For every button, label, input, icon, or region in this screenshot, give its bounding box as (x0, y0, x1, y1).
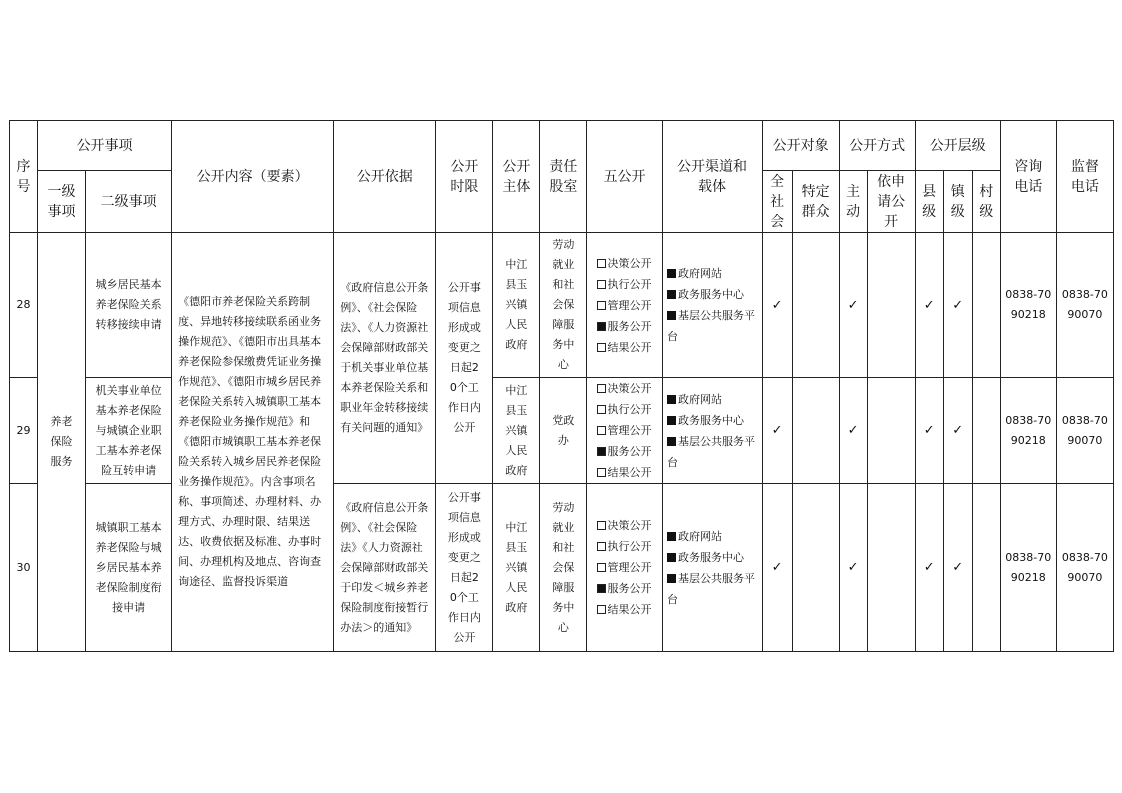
header-item-l1: 一级事项 (38, 171, 86, 233)
header-supervise: 监督电话 (1056, 121, 1113, 233)
mode-active-mark: ✓ (839, 484, 867, 652)
five-item: 服务公开 (597, 316, 651, 337)
checkbox-icon (597, 426, 606, 435)
level-town-mark: ✓ (943, 233, 972, 378)
five-item: 结果公开 (597, 462, 651, 483)
header-consult: 咨询电话 (1000, 121, 1056, 233)
mode-active-mark: ✓ (839, 233, 867, 378)
basis-cell: 《政府信息公开条例》、《社会保险法》《人力资源社会保障部财政部关于印发＜城乡养老保险制度衔接暂行办法＞的通知》 (334, 484, 436, 652)
five-cell (587, 484, 662, 652)
level-town-mark: ✓ (943, 378, 972, 484)
level-county-mark: ✓ (915, 484, 943, 652)
channel-item: 政务服务中心 (667, 410, 757, 431)
header-target-group: 特定群众 (792, 171, 839, 233)
five-item: 结果公开 (597, 337, 651, 358)
supervise-phone: 0838-7090070 (1056, 233, 1113, 378)
five-cell (587, 233, 662, 378)
header-level-town: 镇级 (943, 171, 972, 233)
header-mode-active: 主动 (839, 171, 867, 233)
target-all-mark: ✓ (762, 378, 792, 484)
subject-cell: 中江县玉兴镇人民政府 (493, 378, 540, 484)
checkbox-icon (597, 605, 606, 614)
checkbox-icon (597, 468, 606, 477)
consult-phone: 0838-7090218 (1000, 378, 1056, 484)
header-seq: 序号 (10, 121, 38, 233)
five-item: 管理公开 (597, 557, 651, 578)
row-seq: 30 (10, 484, 38, 652)
checkbox-icon (597, 521, 606, 530)
header-mode: 公开方式 (839, 121, 915, 171)
header-level: 公开层级 (915, 121, 1000, 171)
five-item: 执行公开 (597, 399, 651, 420)
mode-apply-mark (867, 484, 915, 652)
item-l2-cell: 机关事业单位基本养老保险与城镇企业职工基本养老保险互转申请 (86, 378, 172, 484)
checkbox-icon (597, 563, 606, 572)
bullet-square-icon (667, 416, 676, 425)
channel-item: 政府网站 (667, 263, 757, 284)
five-item: 结果公开 (597, 599, 651, 620)
mode-active-mark: ✓ (839, 378, 867, 484)
header-mode-apply: 依申请公开 (867, 171, 915, 233)
channel-item: 政府网站 (667, 526, 757, 547)
header-level-county: 县级 (915, 171, 943, 233)
channel-item: 基层公共服务平台 (667, 571, 756, 606)
item-l2-cell: 城镇职工基本养老保险与城乡居民基本养老保险制度衔接申请 (86, 484, 172, 652)
header-basis: 公开依据 (334, 121, 436, 233)
five-item: 决策公开 (597, 378, 651, 399)
target-group-mark (792, 378, 839, 484)
consult-phone: 0838-7090218 (1000, 484, 1056, 652)
row-seq: 29 (10, 378, 38, 484)
header-subject: 公开主体 (493, 121, 540, 233)
five-item: 决策公开 (597, 253, 651, 274)
office-cell: 党政办 (540, 378, 587, 484)
item-l1-cell: 养老保险服务 (38, 233, 86, 652)
bullet-square-icon (667, 290, 676, 299)
five-item: 决策公开 (597, 515, 651, 536)
channel-item: 政务服务中心 (667, 284, 757, 305)
consult-phone: 0838-7090218 (1000, 233, 1056, 378)
five-item: 管理公开 (597, 295, 651, 316)
time-cell: 公开事项信息形成或变更之日起20个工作日内公开 (436, 233, 493, 484)
bullet-square-icon (667, 574, 676, 583)
five-item: 执行公开 (597, 536, 651, 557)
channel-item: 基层公共服务平台 (667, 434, 756, 469)
five-item: 服务公开 (597, 578, 651, 599)
office-cell: 劳动就业和社会保障服务中心 (540, 233, 587, 378)
header-target-all: 全社会 (762, 171, 792, 233)
disclosure-table (9, 120, 1114, 652)
mode-apply-mark (867, 233, 915, 378)
header-level-village: 村级 (972, 171, 1000, 233)
level-village-mark (972, 233, 1000, 378)
content-cell: 《德阳市养老保险关系跨制度、异地转移接续联系函业务操作规范》、《德阳市出具基本养老保险参保缴费凭证业务操作规范》、《德阳市城乡居民养老保险关系转入城镇职工基本养老保险业务操作规范》和《德阳市城镇职工基本养老保险关系转入城乡居民养老保险业务操作规范》。内含事项名称、事项简述、办理材料、办理方式、办理时限、结果送达、收费依据及标准、办事时间、办理机构及地点、咨询查询途径、监督投诉渠道 (172, 233, 334, 652)
office-cell: 劳动就业和社会保障服务中心 (540, 484, 587, 652)
checkbox-icon (597, 280, 606, 289)
table-row (10, 233, 1114, 378)
mode-apply-mark (867, 378, 915, 484)
level-town-mark: ✓ (943, 484, 972, 652)
bullet-square-icon (667, 269, 676, 278)
checkbox-icon (597, 405, 606, 414)
header-office: 责任股室 (540, 121, 587, 233)
checkbox-checked-icon (597, 584, 606, 593)
channel-cell (662, 484, 762, 652)
five-item: 服务公开 (597, 441, 651, 462)
bullet-square-icon (667, 553, 676, 562)
header-five: 五公开 (587, 121, 662, 233)
time-cell: 公开事项信息形成或变更之日起20个工作日内公开 (436, 484, 493, 652)
row-seq: 28 (10, 233, 38, 378)
checkbox-icon (597, 343, 606, 352)
subject-cell: 中江县玉兴镇人民政府 (493, 233, 540, 378)
checkbox-icon (597, 384, 606, 393)
target-group-mark (792, 484, 839, 652)
bullet-square-icon (667, 311, 676, 320)
header-channel: 公开渠道和载体 (662, 121, 762, 233)
level-county-mark: ✓ (915, 378, 943, 484)
checkbox-icon (597, 542, 606, 551)
channel-cell (662, 233, 762, 378)
target-group-mark (792, 233, 839, 378)
supervise-phone: 0838-7090070 (1056, 378, 1113, 484)
header-time: 公开时限 (436, 121, 493, 233)
checkbox-checked-icon (597, 447, 606, 456)
header-target: 公开对象 (762, 121, 839, 171)
level-village-mark (972, 378, 1000, 484)
checkbox-icon (597, 301, 606, 310)
five-item: 管理公开 (597, 420, 651, 441)
channel-item: 基层公共服务平台 (667, 309, 756, 343)
level-county-mark: ✓ (915, 233, 943, 378)
channel-item: 政府网站 (667, 389, 757, 410)
channel-item: 政务服务中心 (667, 547, 757, 568)
five-cell (587, 378, 662, 484)
level-village-mark (972, 484, 1000, 652)
bullet-square-icon (667, 437, 676, 446)
five-item: 执行公开 (597, 274, 651, 295)
header-item-l2: 二级事项 (86, 171, 172, 233)
basis-cell: 《政府信息公开条例》、《社会保险法》、《人力资源社会保障部财政部关于机关事业单位基本养老保险关系和职业年金转移接续有关问题的通知》 (334, 233, 436, 484)
subject-cell: 中江县玉兴镇人民政府 (493, 484, 540, 652)
header-items: 公开事项 (38, 121, 172, 171)
target-all-mark: ✓ (762, 484, 792, 652)
bullet-square-icon (667, 395, 676, 404)
checkbox-icon (597, 259, 606, 268)
channel-cell (662, 378, 762, 484)
bullet-square-icon (667, 532, 676, 541)
supervise-phone: 0838-7090070 (1056, 484, 1113, 652)
item-l2-cell: 城乡居民基本养老保险关系转移接续申请 (86, 233, 172, 378)
header-content: 公开内容（要素） (172, 121, 334, 233)
checkbox-checked-icon (597, 322, 606, 331)
target-all-mark: ✓ (762, 233, 792, 378)
